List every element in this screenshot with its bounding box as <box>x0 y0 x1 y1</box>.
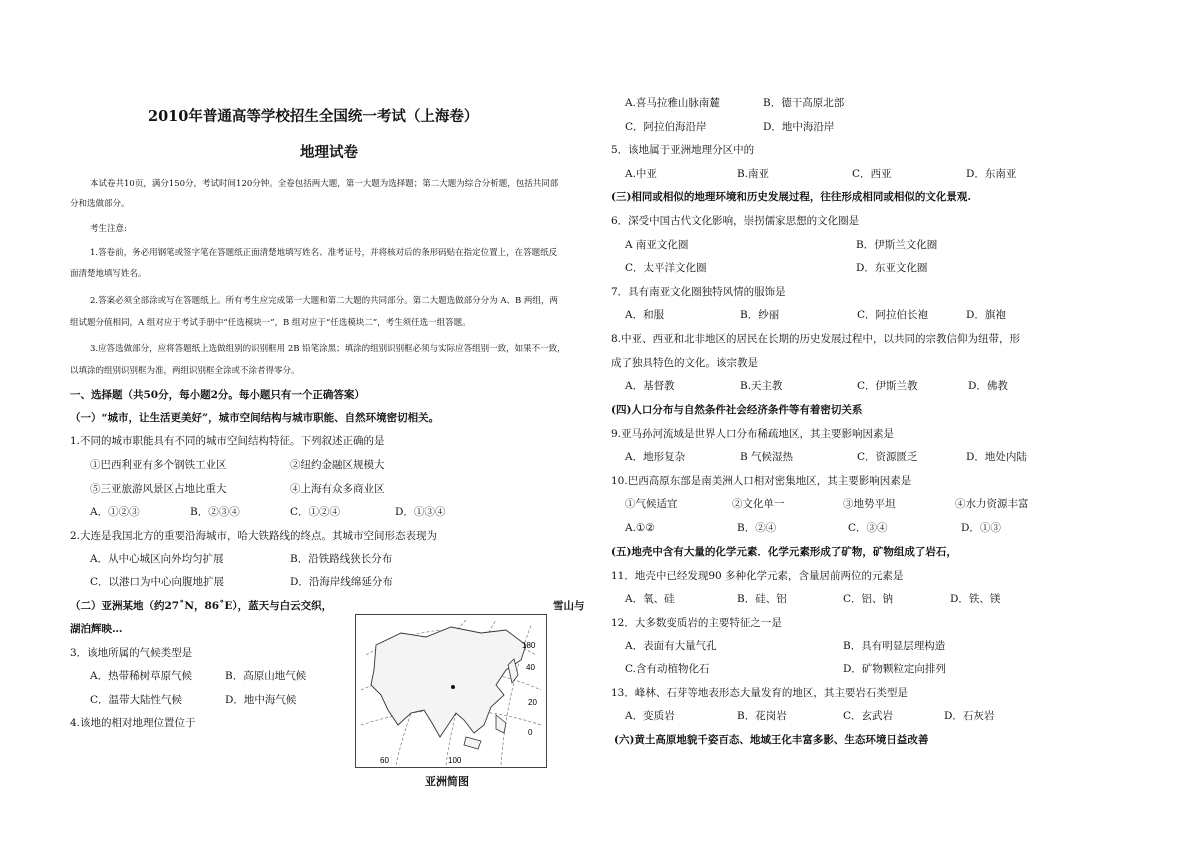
q13-option-c: C．玄武岩 <box>843 710 894 722</box>
group-5-heading: (五)地壳中含有大量的化学元素．化学元素形成了矿物，矿物组成了岩石， <box>611 546 957 558</box>
q9-option-b: B 气候湿热 <box>740 451 794 463</box>
question-13: 13．峰林、石芽等地表形态大量发育的地区，其主要岩石类型是 <box>611 687 908 699</box>
q5-option-d: D．东南亚 <box>966 168 1017 180</box>
intro-line-1: 本试卷共10页，满分150分，考试时间120分钟。全卷包括两大题，第一大题为选择题；第二大题为综合分析题，包括共同部 <box>90 179 559 189</box>
q2-option-b: B．沿铁路线狭长分布 <box>290 553 393 565</box>
question-8-line-2: 成了独具特色的文化。该宗教是 <box>611 357 758 369</box>
q1-statement-3: ⑤三亚旅游风景区占地比重大 <box>90 483 227 495</box>
q4-option-b: B．德干高原北部 <box>763 97 845 109</box>
q10-option-c: C．③④ <box>848 522 888 534</box>
q9-option-d: D．地处内陆 <box>966 451 1027 463</box>
q1-statement-2: ②纽约金融区规模大 <box>290 459 385 471</box>
q8-option-b: B.天主教 <box>740 380 783 392</box>
q3-option-b: B．高原山地气候 <box>225 670 307 682</box>
q7-option-d: D．旗袍 <box>966 309 1006 321</box>
map-label-100: 100 <box>448 756 462 765</box>
question-8-line-1: 8.中亚、西亚和北非地区的居民在长期的历史发展过程中，以共同的宗教信仰为纽带，形 <box>611 333 1021 345</box>
question-7: 7．具有南亚文化圈独特风情的服饰是 <box>611 286 786 298</box>
notice-1b: 面清楚地填写姓名。 <box>70 269 147 279</box>
question-12: 12．大多数变质岩的主要特征之一是 <box>611 617 782 629</box>
q3-option-a: A．热带稀树草原气候 <box>90 670 193 682</box>
q12-option-d: D．矿物颗粒定向排列 <box>843 663 946 675</box>
q13-option-a: A．变质岩 <box>625 710 675 722</box>
group-2-heading-cont: 湖泊辉映… <box>70 623 123 635</box>
question-3: 3．该地所属的气候类型是 <box>70 647 193 659</box>
q9-option-c: C．资源匮乏 <box>857 451 918 463</box>
q6-option-d: D．东亚文化圈 <box>856 262 928 274</box>
q7-option-b: B．纱丽 <box>740 309 780 321</box>
q8-option-d: D．佛教 <box>968 380 1008 392</box>
question-9: 9.亚马孙河流域是世界人口分布稀疏地区，其主要影响因素是 <box>611 428 895 440</box>
q6-option-b: B．伊斯兰文化圈 <box>856 239 938 251</box>
asia-map-drawing <box>356 615 546 767</box>
question-5: 5．该地属于亚洲地理分区中的 <box>611 144 755 156</box>
group-4-heading: (四)人口分布与自然条件社会经济条件等有着密切关系 <box>611 404 863 416</box>
q10-statement-1: ①气候适宜 <box>625 498 678 510</box>
q13-option-d: D．石灰岩 <box>944 710 995 722</box>
q11-option-c: C．铝、钠 <box>843 593 894 605</box>
q5-option-a: A.中亚 <box>625 168 657 180</box>
group-2-heading: （二）亚洲某地（约27˚N，86˚E），蓝天与白云交织， <box>70 600 333 612</box>
notice-heading: 考生注意: <box>90 224 127 234</box>
q13-option-b: B．花岗岩 <box>737 710 787 722</box>
q7-option-a: A．和服 <box>625 309 665 321</box>
q6-option-a: A 南亚文化圈 <box>625 239 689 251</box>
q1-option-d: D．①③④ <box>395 506 446 518</box>
q3-option-c: C．温带大陆性气候 <box>90 694 183 706</box>
q1-option-b: B．②③④ <box>190 506 240 518</box>
q9-option-a: A．地形复杂 <box>625 451 686 463</box>
asia-map <box>355 614 547 768</box>
q10-statement-3: ③地势平坦 <box>843 498 896 510</box>
q10-statement-4: ④水力资源丰富 <box>955 498 1029 510</box>
paper-title: 2010年普通高等学校招生全国统一考试（上海卷） <box>148 108 479 125</box>
q1-option-c: C．①②④ <box>290 506 341 518</box>
intro-line-2: 分和选做部分。 <box>70 199 130 209</box>
q11-option-b: B．硅、铝 <box>737 593 787 605</box>
group-6-heading: (六)黄土高原地貌千姿百态、地域王化丰富多影、生态环境日益改善 <box>614 734 929 746</box>
q10-option-b: B．②④ <box>737 522 777 534</box>
q2-option-c: C．以港口为中心向腹地扩展 <box>90 576 225 588</box>
question-1: 1.不同的城市职能具有不同的城市空间结构特征。下列叙述正确的是 <box>70 435 385 447</box>
group-3-heading: (三)相同或相似的地理环境和历史发展过程，往往形成相同或相似的文化景观. <box>611 191 972 203</box>
q1-option-a: A．①②③ <box>90 506 140 518</box>
q8-option-c: C．伊斯兰教 <box>857 380 918 392</box>
q5-option-b: B.南亚 <box>737 168 770 180</box>
q7-option-c: C．阿拉伯长袍 <box>857 309 929 321</box>
notice-3a: 3.应答选做部分，应将答题纸上选做组别的识别框用 2B 铅笔涂黑；填涂的组别识别框必须与实际应答组别一致，如果不一致， <box>90 344 566 354</box>
q8-option-a: A．基督教 <box>625 380 675 392</box>
q2-option-d: D．沿海岸线绵延分布 <box>290 576 393 588</box>
q1-statement-4: ④上海有众多商业区 <box>290 483 385 495</box>
q5-option-c: C．西亚 <box>852 168 892 180</box>
group-1-heading: （一）“城市，让生活更美好”，城市空间结构与城市职能、自然环境密切相关。 <box>70 412 440 424</box>
q4-option-c: C．阿拉伯海沿岸 <box>625 121 707 133</box>
q12-option-b: B．具有明显层理构造 <box>843 640 946 652</box>
q11-option-a: A．氧、硅 <box>625 593 675 605</box>
notice-2a: 2.答案必须全部涂或写在答题纸上。所有考生应完成第一大题和第二大题的共同部分。第二大题选做部分分为 A、B 两组，两 <box>90 296 558 306</box>
question-10: 10.巴西高原东部是南美洲人口相对密集地区，其主要影响因素是 <box>611 475 912 487</box>
map-label-20: 20 <box>528 698 537 707</box>
q11-option-d: D．铁、镁 <box>950 593 1001 605</box>
question-6: 6．深受中国古代文化影响，崇拐儒家思想的文化圈是 <box>611 215 860 227</box>
question-2: 2.大连是我国北方的重要沿海城市，哈大铁路线的终点。其城市空间形态表现为 <box>70 530 438 542</box>
q12-option-c: C.含有动植物化石 <box>625 663 710 675</box>
q3-option-d: D．地中海气候 <box>225 694 297 706</box>
q6-option-c: C．太平洋文化圈 <box>625 262 707 274</box>
q4-option-a: A.喜马拉雅山脉南麓 <box>625 97 720 109</box>
q10-option-a: A.①② <box>625 522 655 534</box>
group-2-heading-tail: 雪山与 <box>553 600 585 612</box>
notice-3b: 以填涂的组别识别框为准，两组识别框全涂或不涂者得零分。 <box>70 366 300 376</box>
q12-option-a: A．表面有大量气孔 <box>625 640 717 652</box>
q10-option-d: D．①③ <box>961 522 1001 534</box>
notice-1a: 1.答卷前，务必用钢笔或签字笔在答题纸正面清楚地填写姓名、准考证号，并将核对后的条形码贴在指定位置上，在答题纸反 <box>90 248 558 258</box>
q2-option-a: A．从中心城区向外均匀扩展 <box>90 553 224 565</box>
q10-statement-2: ②文化单一 <box>732 498 785 510</box>
paper-subtitle: 地理试卷 <box>300 144 358 161</box>
section-1-heading: 一、选择题（共50分，每小题2分。每小题只有一个正确答案） <box>70 389 365 401</box>
map-label-180: 180 <box>522 641 536 650</box>
map-label-40: 40 <box>526 663 535 672</box>
notice-2b: 组试题分值相同，A 组对应于考试手册中“任选模块一”，B 组对应于“任选模块二”，考生须任选一组答题。 <box>70 318 471 328</box>
map-label-60: 60 <box>380 756 389 765</box>
q4-option-d: D．地中海沿岸 <box>763 121 835 133</box>
map-caption: 亚洲简图 <box>425 775 469 788</box>
question-4: 4.该地的相对地理位置位于 <box>70 717 196 729</box>
map-label-0: 0 <box>528 728 533 737</box>
question-11: 11．地壳中已经发现90 多种化学元素，含量居前两位的元素是 <box>611 570 904 582</box>
q1-statement-1: ①巴西利亚有多个钢铁工业区 <box>90 459 227 471</box>
